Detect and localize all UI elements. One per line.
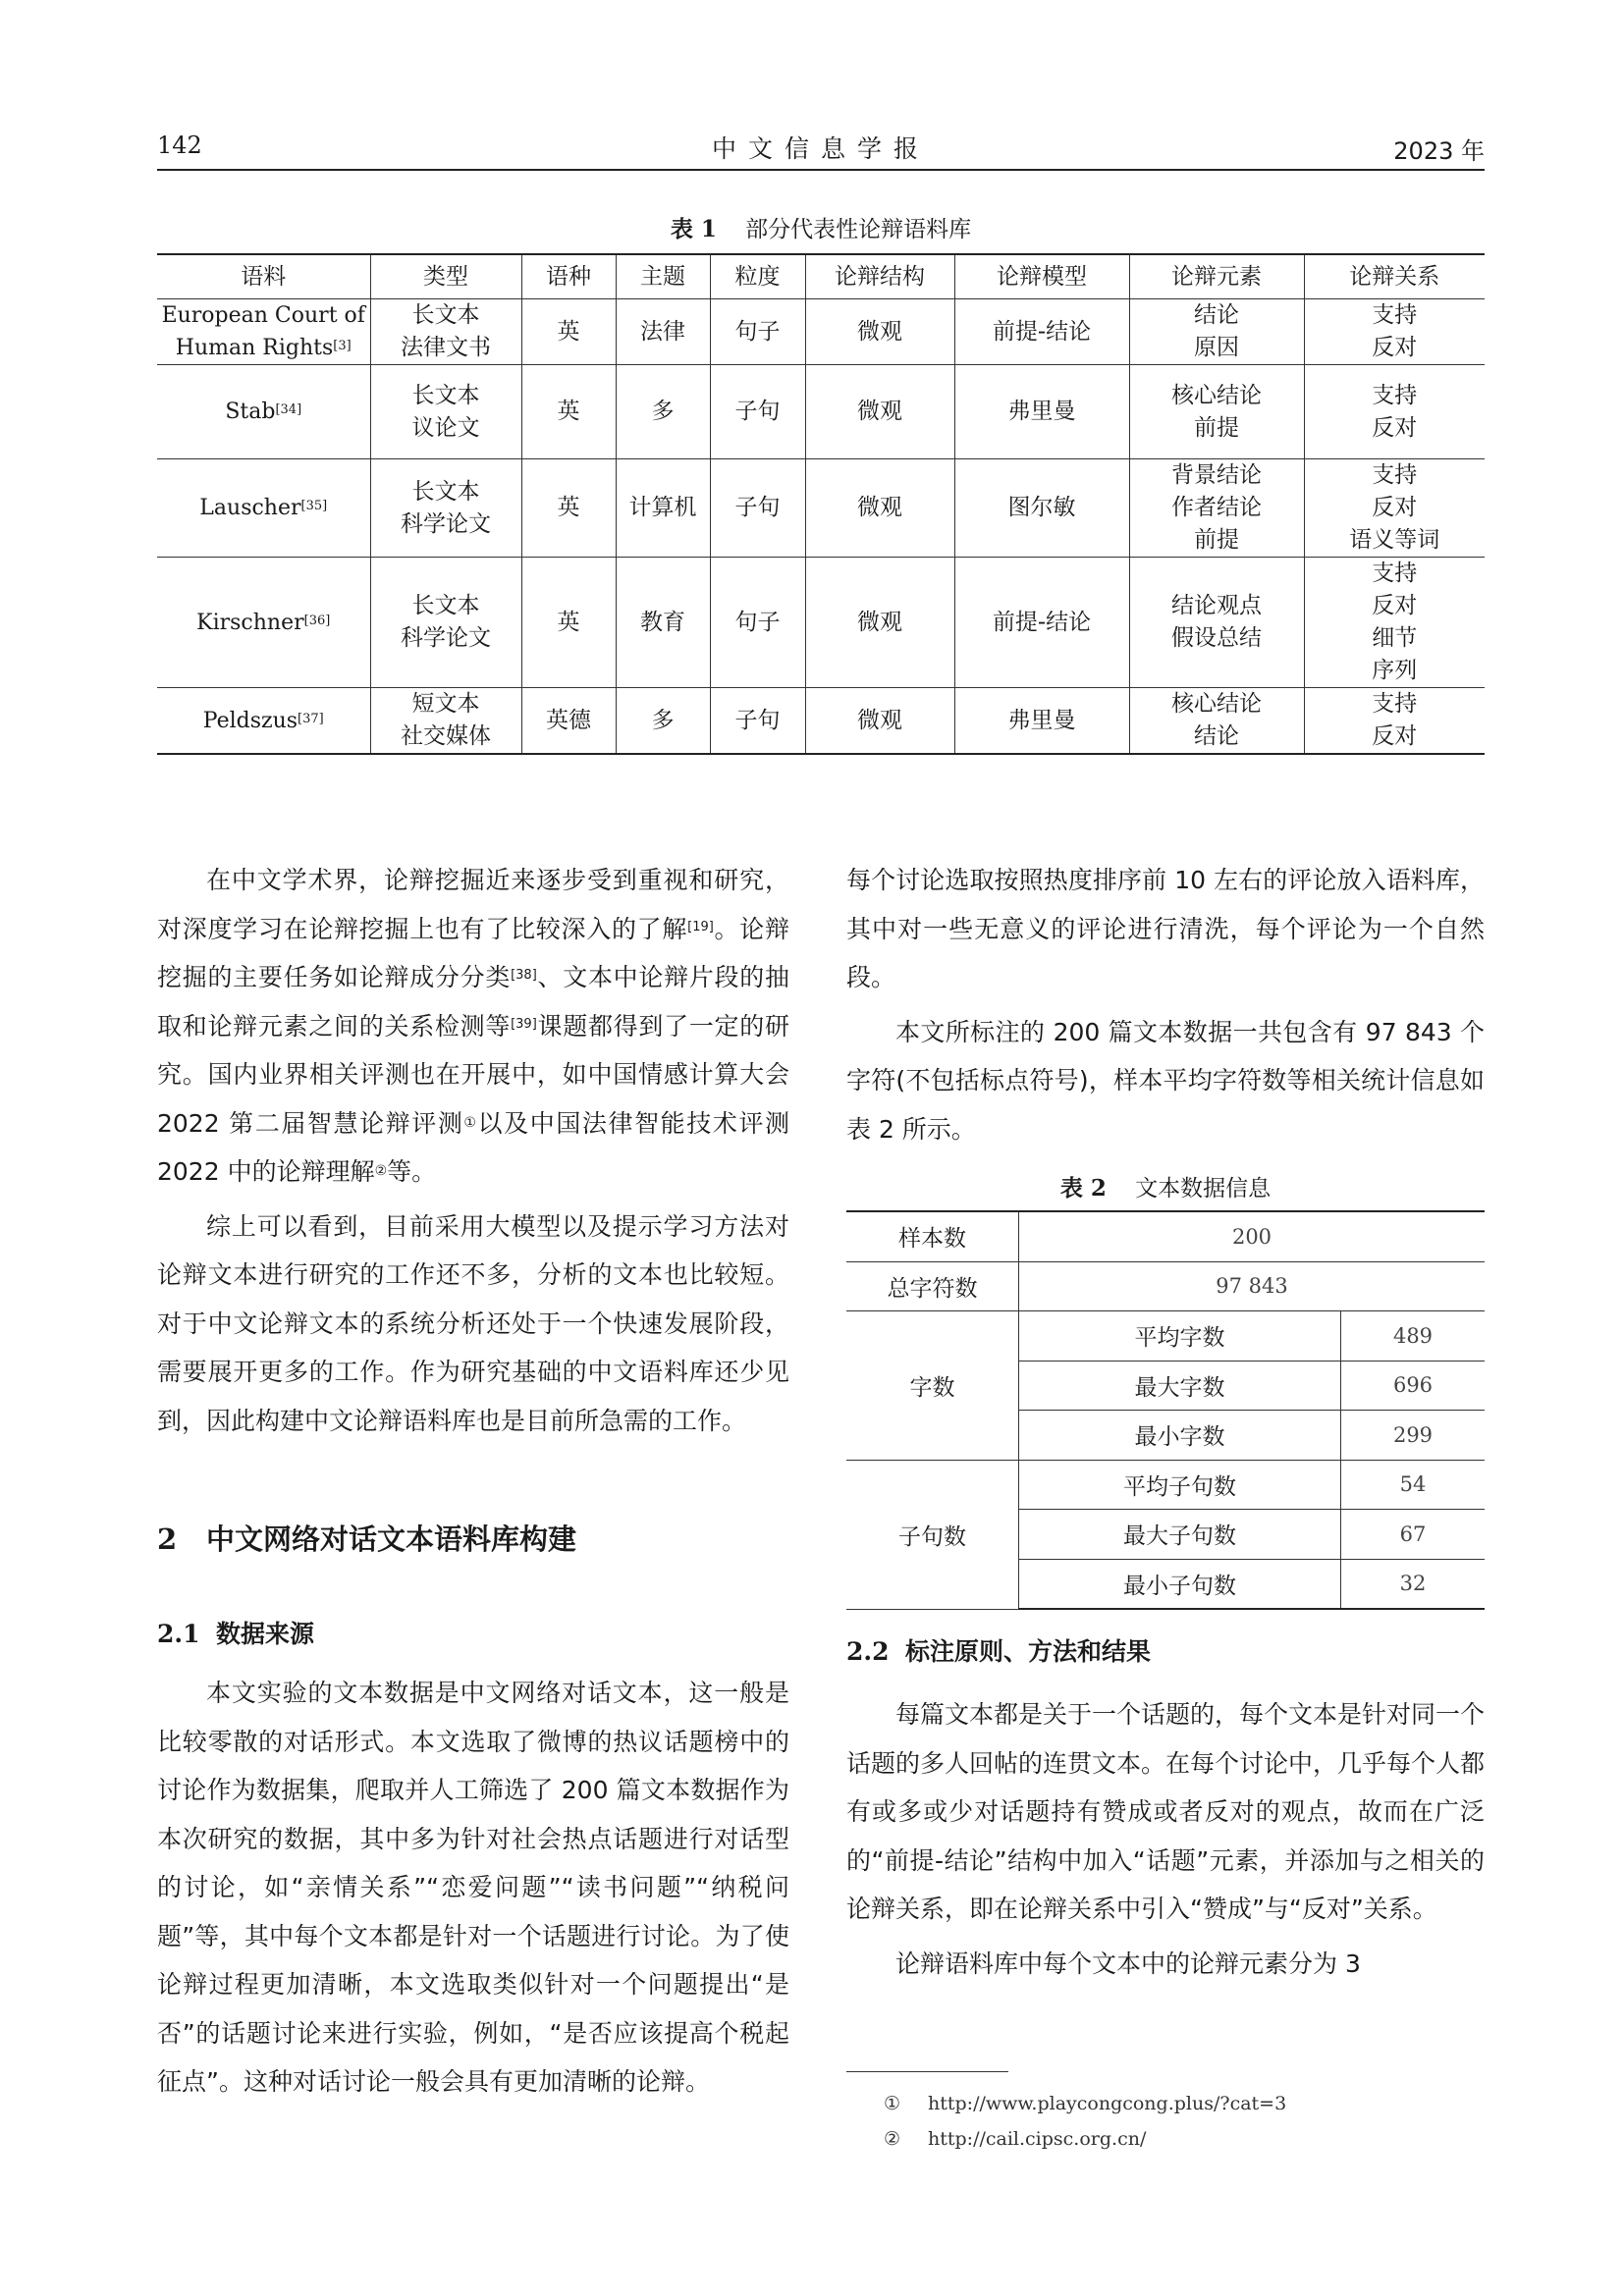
cell-value: 54 xyxy=(1341,1460,1486,1510)
cell-value: 32 xyxy=(1341,1559,1486,1609)
table1-cell-structure: 微观 xyxy=(805,558,954,688)
citation: [37] xyxy=(298,711,324,726)
table1-cell-elements: 核心结论 结论 xyxy=(1129,688,1304,755)
table1-cell-topic: 多 xyxy=(616,365,710,459)
section-number: 2.2 xyxy=(846,1637,890,1666)
citation: [38] xyxy=(511,968,537,983)
section-title: 标注原则、方法和结果 xyxy=(905,1637,1152,1666)
section-number: 2.1 xyxy=(157,1620,200,1648)
corpus-label: European Court of Human Rights xyxy=(161,303,365,360)
corpus-label: Peldszus xyxy=(202,708,298,733)
footnote-divider xyxy=(846,2071,1008,2072)
paragraph: 每个讨论选取按照热度排序前 10 左右的评论放入语料库，其中对一些无意义的评论进行清洗，每个评论为一个自然段。 xyxy=(846,866,1485,991)
paragraph: 论辩语料库中每个文本中的论辩元素分为 3 xyxy=(895,1949,1361,1978)
section21-body xyxy=(157,1669,789,2107)
group-label: 子句数 xyxy=(846,1460,1019,1609)
section-title: 中文网络对话文本语料库构建 xyxy=(206,1522,577,1556)
table1-cell-topic: 多 xyxy=(616,688,710,755)
table1-cell-structure: 微观 xyxy=(805,688,954,755)
footnotes xyxy=(884,2086,1286,2157)
group-label: 字数 xyxy=(846,1311,1019,1461)
table1-cell-elements: 结论 原因 xyxy=(1129,299,1304,365)
row-label: 样本数 xyxy=(846,1211,1019,1261)
table1-cell-structure: 微观 xyxy=(805,299,954,365)
citation: [19] xyxy=(687,919,714,934)
table-row xyxy=(157,558,1485,688)
row-label: 总字符数 xyxy=(846,1261,1019,1311)
table1-cell-granularity: 子句 xyxy=(710,365,805,459)
citation: [39] xyxy=(511,1016,537,1032)
table1-cell-relations: 支持 反对 xyxy=(1304,299,1485,365)
footnote xyxy=(884,2121,1286,2157)
corpus-label: Stab xyxy=(225,400,276,424)
table-row xyxy=(846,1311,1485,1362)
text-span: 、文本中论辩片段的抽取和论辩元素之间的关系检测等 xyxy=(157,963,789,1041)
table1-cell-model: 弗里曼 xyxy=(954,688,1129,755)
table1-cell-granularity: 句子 xyxy=(710,299,805,365)
table1-header-cell: 粒度 xyxy=(710,254,805,299)
citation: [35] xyxy=(300,499,328,513)
sub-label: 最大字数 xyxy=(1019,1361,1341,1411)
table1-cell-model: 前提-结论 xyxy=(954,299,1129,365)
table1-header-cell: 论辩结构 xyxy=(805,254,954,299)
table-row xyxy=(157,459,1485,558)
table1-header-cell: 论辩元素 xyxy=(1129,254,1304,299)
paragraph: 综上可以看到，目前采用大模型以及提示学习方法对论辩文本进行研究的工作还不多，分析的文本也比较短。对于中文论辩文本的系统分析还处于一个快速发展阶段，需要展开更多的工作。作为研究基础的中文语料库还少见到，因此构建中文论辩语料库也是目前所急需的工作。 xyxy=(157,1211,789,1435)
footnote-marker: ① xyxy=(463,1114,478,1131)
table1-cell-structure: 微观 xyxy=(805,365,954,459)
table-row xyxy=(846,1261,1485,1311)
publication-year: 2023 年 xyxy=(1393,137,1485,165)
paragraph: 本文所标注的 200 篇文本数据一共包含有 97 843 个字符(不包括标点符号)，样本平均字符数等相关统计信息如表 2 所示。 xyxy=(846,1017,1485,1144)
table1-cell-relations: 支持 反对 语义等词 xyxy=(1304,459,1485,558)
corpus-name xyxy=(157,558,370,688)
table1-cell-elements: 结论观点 假设总结 xyxy=(1129,558,1304,688)
cell-value: 97 843 xyxy=(1019,1261,1486,1311)
sub-label: 平均子句数 xyxy=(1019,1460,1341,1510)
sub-label: 最小字数 xyxy=(1019,1411,1341,1461)
footnote xyxy=(884,2086,1286,2121)
table1-caption-label: 表 1 xyxy=(670,216,717,242)
cell-value: 200 xyxy=(1019,1211,1486,1261)
subsection-heading xyxy=(157,1615,314,1650)
sub-label: 平均字数 xyxy=(1019,1311,1341,1362)
footnote-mark: ① xyxy=(884,2093,901,2114)
journal-title: 中文信息学报 xyxy=(711,134,930,163)
table1-cell-type: 长文本 议论文 xyxy=(370,365,521,459)
table1-cell-granularity: 句子 xyxy=(710,558,805,688)
corpus-label: Kirschner xyxy=(196,610,304,635)
table1-cell-relations: 支持 反对 xyxy=(1304,688,1485,755)
footnote-url[interactable]: http://cail.cipsc.org.cn/ xyxy=(928,2128,1147,2150)
corpus-name xyxy=(157,688,370,755)
left-column-intro xyxy=(157,856,789,1445)
paragraph: 本文实验的文本数据是中文网络对话文本，这一般是比较零散的对话形式。本文选取了微博的热议话题榜中的讨论作为数据集，爬取并人工筛选了 200 篇文本数据作为本次研究的数据，其中多为针对社会热点话题进行对话型的讨论，如“亲情关系”“恋爱问题”“读书问题”“纳税问题”等，其中每个文本都是针对一个话题进行讨论。为了使论辩过程更加清晰，本文选取类似针对一个问题提出“是否”的话题讨论来进行实验，例如，“是否应该提高个税起征点”。这种对话讨论一般会具有更加清晰的论辩。 xyxy=(157,1679,789,2096)
text-span: 以及中国法律智能技术评测 2022 中的论辩理解 xyxy=(157,1108,789,1186)
table1-cell-model: 弗里曼 xyxy=(954,365,1129,459)
right-column-intro xyxy=(846,856,1485,1153)
table1-cell-type: 长文本 法律文书 xyxy=(370,299,521,365)
table2-caption-text: 文本数据信息 xyxy=(1135,1176,1272,1201)
table-row xyxy=(157,299,1485,365)
table1-cell-lang: 英 xyxy=(521,299,616,365)
subsection-heading xyxy=(846,1632,1151,1668)
table1-cell-type: 长文本 科学论文 xyxy=(370,459,521,558)
page-number: 142 xyxy=(157,132,202,159)
corpus-label: Lauscher xyxy=(199,496,301,520)
table1-cell-type: 长文本 科学论文 xyxy=(370,558,521,688)
running-header xyxy=(157,128,1485,171)
cell-value: 696 xyxy=(1341,1361,1486,1411)
footnote-url[interactable]: http://www.playcongcong.plus/?cat=3 xyxy=(928,2093,1287,2114)
table1-cell-lang: 英 xyxy=(521,459,616,558)
citation: [34] xyxy=(275,402,302,417)
sub-label: 最大子句数 xyxy=(1019,1510,1341,1560)
table-row xyxy=(846,1211,1485,1261)
table1-header-cell: 语料 xyxy=(241,263,287,290)
table-row xyxy=(157,365,1485,459)
table1-cell-model: 图尔敏 xyxy=(954,459,1129,558)
table1-cell-topic: 教育 xyxy=(616,558,710,688)
table-row xyxy=(157,688,1485,755)
table1-caption xyxy=(157,211,1485,243)
table1-cell-relations: 支持 反对 xyxy=(1304,365,1485,459)
cell-value: 299 xyxy=(1341,1411,1486,1461)
table1-header-cell: 主题 xyxy=(616,254,710,299)
citation: [3] xyxy=(333,339,352,353)
section22-body xyxy=(846,1690,1485,1988)
table2 xyxy=(846,1210,1485,1610)
table1-header-cell: 论辩关系 xyxy=(1304,254,1485,299)
table1-cell-model: 前提-结论 xyxy=(954,558,1129,688)
paragraph xyxy=(157,856,789,1197)
table1-header-cell: 类型 xyxy=(370,254,521,299)
cell-value: 67 xyxy=(1341,1510,1486,1560)
table1-cell-elements: 背景结论 作者结论 前提 xyxy=(1129,459,1304,558)
footnote-marker: ② xyxy=(374,1163,388,1179)
table1-cell-lang: 英 xyxy=(521,365,616,459)
cell-value: 489 xyxy=(1341,1311,1486,1362)
table2-caption-label: 表 2 xyxy=(1059,1175,1107,1201)
text-span: 在中文学术界，论辩挖掘近来逐步受到重视和研究，对深度学习在论辩挖掘上也有了比较深入的了解 xyxy=(157,866,789,943)
section-title: 数据来源 xyxy=(216,1620,315,1648)
table1-cell-elements: 核心结论 前提 xyxy=(1129,365,1304,459)
corpus-name xyxy=(157,459,370,558)
table-row xyxy=(846,1460,1485,1510)
table1-cell-relations: 支持 反对 细节 序列 xyxy=(1304,558,1485,688)
table1-cell-granularity: 子句 xyxy=(710,688,805,755)
table1-cell-structure: 微观 xyxy=(805,459,954,558)
table1-cell-type: 短文本 社交媒体 xyxy=(370,688,521,755)
table1-cell-lang: 英德 xyxy=(521,688,616,755)
sub-label: 最小子句数 xyxy=(1019,1559,1341,1609)
paragraph: 每篇文本都是关于一个话题的，每个文本是针对同一个话题的多人回帖的连贯文本。在每个讨论中，几乎每个人都有或多或少对话题持有赞成或者反对的观点，故而在广泛的“前提-结论”结构中加入“话题”元素，并添加与之相关的论辩关系，即在论辩关系中引入“赞成”与“反对”关系。 xyxy=(846,1700,1486,1923)
table1-cell-topic: 法律 xyxy=(616,299,710,365)
table1-caption-text: 部分代表性论辩语料库 xyxy=(745,217,972,242)
corpus-name xyxy=(157,365,370,459)
table1-header-row xyxy=(157,254,1485,299)
corpus-name xyxy=(157,299,370,365)
footnote-mark: ② xyxy=(884,2128,901,2150)
text-span: 等。 xyxy=(387,1157,437,1186)
table1-cell-granularity: 子句 xyxy=(710,459,805,558)
table1 xyxy=(157,253,1485,755)
table1-header-cell: 论辩模型 xyxy=(954,254,1129,299)
table1-cell-topic: 计算机 xyxy=(616,459,710,558)
table2-caption xyxy=(846,1170,1485,1202)
text-span: 。论辩挖掘的主要任务如论辩成分分类 xyxy=(157,914,789,991)
section-heading xyxy=(157,1518,576,1558)
citation: [36] xyxy=(303,613,331,628)
table1-cell-lang: 英 xyxy=(521,558,616,688)
text-span: 课题都得到了一定的研究。国内业界相关评测也在开展中，如中国情感计算大会 2022 第二届智慧论辩评测 xyxy=(157,1011,789,1138)
section-number: 2 xyxy=(157,1522,178,1556)
table1-header-cell: 语种 xyxy=(521,254,616,299)
